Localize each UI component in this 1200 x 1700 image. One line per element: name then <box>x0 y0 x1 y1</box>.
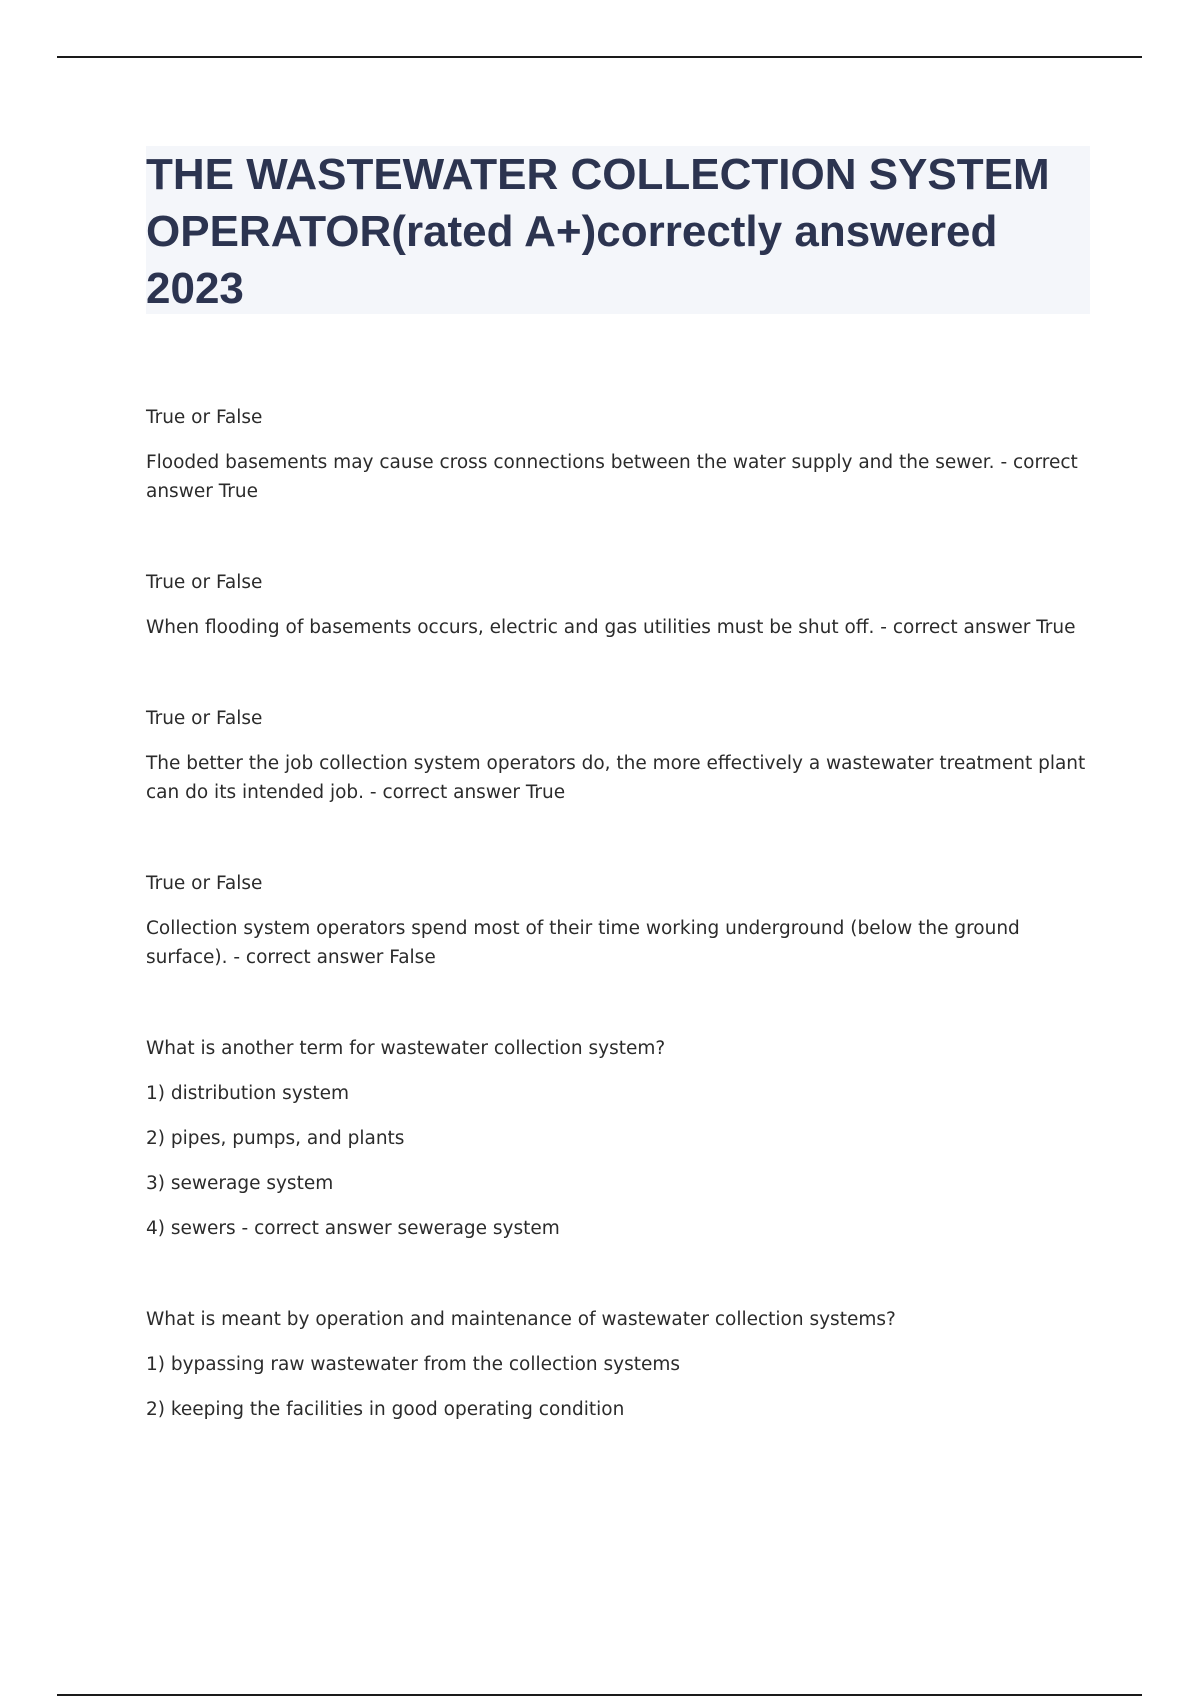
question-block-4 <box>146 869 1090 972</box>
answer-option: 2) pipes, pumps, and plants <box>146 1128 405 1149</box>
question-body: Flooded basements may cause cross connections between the water supply and the sewer. - correct answer True <box>146 452 1078 502</box>
answer-option: 2) keeping the facilities in good operating condition <box>146 1399 625 1420</box>
answer-option: 4) sewers - correct answer sewerage system <box>146 1218 560 1239</box>
question-prompt: True or False <box>146 407 263 428</box>
question-prompt: True or False <box>146 873 263 894</box>
question-prompt: What is another term for wastewater collection system? <box>146 1038 666 1059</box>
question-block-5 <box>146 1034 1090 1243</box>
document-body <box>146 403 1090 1486</box>
question-prompt: True or False <box>146 572 263 593</box>
answer-option: 1) distribution system <box>146 1083 350 1104</box>
document-title: THE WASTEWATER COLLECTION SYSTEM OPERATOR(rated A+)correctly answered 2023 <box>146 150 1050 313</box>
question-block-6 <box>146 1305 1090 1424</box>
answer-option: 3) sewerage system <box>146 1173 334 1194</box>
question-prompt: What is meant by operation and maintenance of wastewater collection systems? <box>146 1309 896 1330</box>
question-prompt: True or False <box>146 708 263 729</box>
question-block-2 <box>146 568 1090 642</box>
question-block-1 <box>146 403 1090 506</box>
answer-option: 1) bypassing raw wastewater from the collection systems <box>146 1354 681 1375</box>
question-body: The better the job collection system operators do, the more effectively a wastewater treatment plant can do its intended job. - correct answer True <box>146 753 1086 803</box>
question-body: When flooding of basements occurs, electric and gas utilities must be shut off. - correct answer True <box>146 617 1076 638</box>
question-block-3 <box>146 704 1090 807</box>
top-rule <box>57 56 1142 58</box>
title-block <box>146 146 1090 314</box>
question-body: Collection system operators spend most of their time working underground (below the ground surface). - correct answer False <box>146 918 1020 968</box>
bottom-rule <box>57 1694 1142 1696</box>
